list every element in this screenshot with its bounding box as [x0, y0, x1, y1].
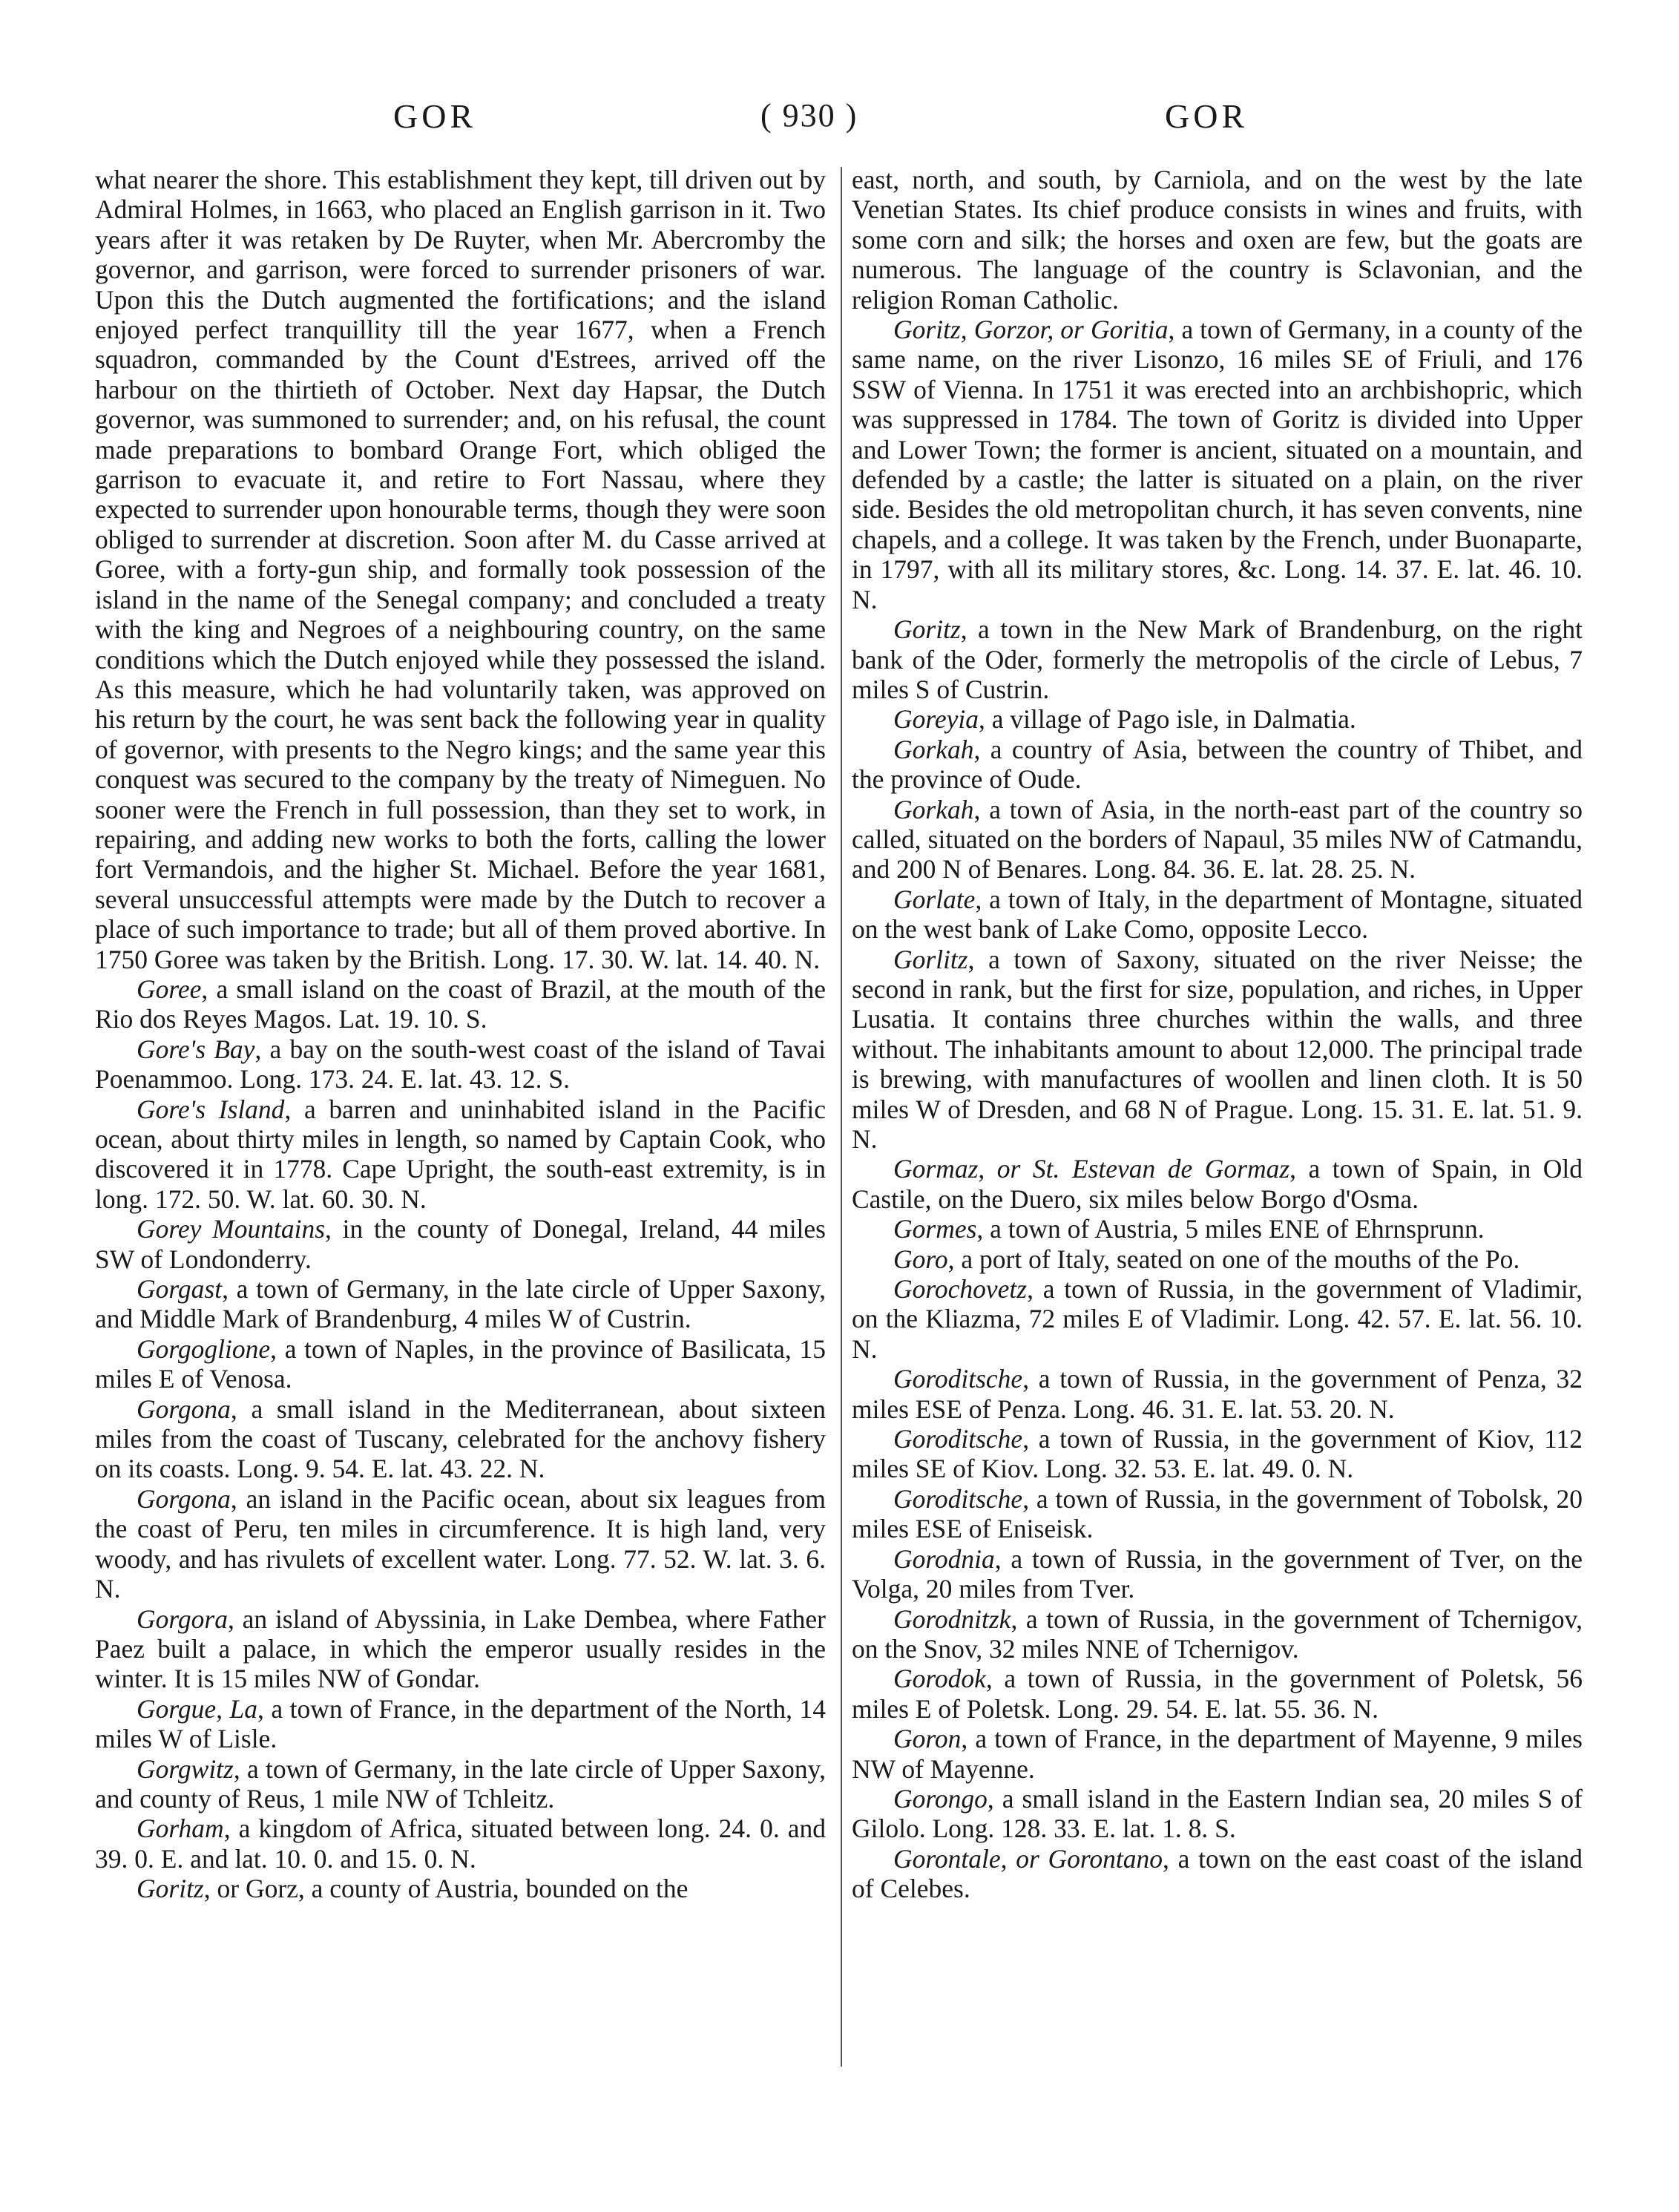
right-column	[852, 165, 1583, 1904]
gazetteer-entry	[852, 795, 1583, 885]
entry-text: , a town of Asia, in the north-east part of the country so called, situated on the borders of Napaul, 35 miles NW of Catmandu, and 200 N of Benares. Long. 84. 36. E. lat. 28. 25. N.	[852, 794, 1583, 885]
entry-text: , a town of France, in the department of Mayenne, 9 miles NW of Mayenne.	[852, 1724, 1583, 1784]
entry-headword: Goritz, Gorzor, or Goritia	[893, 315, 1169, 345]
entry-headword: Gorgwitz	[137, 1753, 234, 1784]
gazetteer-entry	[852, 1664, 1583, 1724]
entry-text: , a kingdom of Africa, situated between long. 24. 0. and 39. 0. E. and lat. 10. 0. and 15. 0. N.	[95, 1814, 826, 1874]
entry-text: , a town of Saxony, situated on the river Neisse; the second in rank, but the first for size, population, and riches, in Upper Lusatia. It contains three churches within the walls, and three without. The inhabitants amount to about 12,000. The principal trade is brewing, with manufactures of woollen and linen cloth. It is 50 miles W of Dresden, and 68 N of Prague. Long. 15. 31. E. lat. 51. 9. N.	[852, 944, 1583, 1154]
entry-text: , an island of Abyssinia, in Lake Dembea, where Father Paez built a palace, in which the emperor usually resides in the winter. It is 15 miles NW of Gondar.	[95, 1604, 826, 1694]
entry-text: , a town of Austria, 5 miles ENE of Ehrnsprunn.	[976, 1214, 1485, 1244]
entry-text: , a town of Russia, in the government of Kiov, 112 miles SE of Kiov. Long. 32. 53. E. lat. 49. 0. N.	[852, 1424, 1583, 1484]
entry-headword: Gormaz, or St. Estevan de Gormaz	[893, 1154, 1290, 1184]
gazetteer-entry	[95, 974, 826, 1034]
gazetteer-entry	[852, 735, 1583, 795]
entry-text: , a town of Germany, in the late circle of Upper Saxony, and county of Reus, 1 mile NW of Tchleitz.	[95, 1753, 826, 1814]
entry-text: , a town of Spain, in Old Castile, on the Duero, six miles below Borgo d'Osma.	[852, 1154, 1583, 1214]
gazetteer-entry	[852, 945, 1583, 1155]
gazetteer-entry	[95, 1814, 826, 1874]
entry-headword: Gorlitz	[893, 944, 968, 974]
gazetteer-entry	[852, 614, 1583, 704]
gazetteer-entry	[95, 1034, 826, 1094]
entry-headword: Gore's Island	[137, 1094, 285, 1124]
entry-headword: Gorodnia	[893, 1543, 995, 1574]
entry-headword: Gorgona	[137, 1483, 231, 1514]
entry-text: , a town of Russia, in the government of Vladimir, on the Kliazma, 72 miles E of Vladimir. Long. 42. 57. E. lat. 56. 10. N.	[852, 1274, 1583, 1364]
column-divider	[841, 167, 842, 2067]
gazetteer-entry	[852, 315, 1583, 614]
gazetteer-entry	[852, 1244, 1583, 1274]
entry-text: , a town of Italy, in the department of Montagne, situated on the west bank of Lake Como, opposite Lecco.	[852, 884, 1583, 945]
gazetteer-entry	[852, 1424, 1583, 1484]
entry-text: , an island in the Pacific ocean, about six leagues from the coast of Peru, ten miles in circumference. It is high land, very woody, and has rivulets of excellent water. Long. 77. 52. W. lat. 3. 6. N.	[95, 1483, 826, 1604]
entry-headword: Goree	[137, 974, 202, 1004]
entry-text: , a town of Naples, in the province of Basilicata, 15 miles E of Venosa.	[95, 1333, 826, 1394]
gazetteer-entry	[95, 1604, 826, 1694]
entry-headword: Gorlate	[893, 884, 976, 914]
gazetteer-entry	[95, 1094, 826, 1215]
entry-text: what nearer the shore. This establishment they kept, till driven out by Admiral Holmes, in 1663, who placed an English garrison in it. Two years after it was retaken by De Ruyter, when Mr. Abercromby the governor, and garrison, were forced to surrender prisoners of war. Upon this the Dutch augmented the fortifications; and the island enjoyed perfect tranquillity till the year 1677, when a French squadron, commanded by the Count d'Estrees, arrived off the harbour on the thirtieth of October. Next day Hapsar, the Dutch governor, was summoned to surrender; and, on his refusal, the count made preparations to bombard Orange Fort, which obliged the garrison to evacuate it, and retire to Fort Nassau, where they expected to surrender upon honourable terms, though they were soon obliged to surrender at discretion. Soon after M. du Casse arrived at Goree, with a forty-gun ship, and formally took possession of the island in the name of the Senegal company; and concluded a treaty with the king and Negroes of a neighbouring country, on the same conditions which the Dutch enjoyed while they possessed the island. As this measure, which he had voluntarily taken, was approved on his return by the court, he was sent back the following year in quality of governor, with presents to the Negro kings; and the same year this conquest was secured to the company by the treaty of Nimeguen. No sooner were the French in full possession, than they set to work, in repairing, and adding new works to both the forts, calling the lower fort Vermandois, and the higher St. Michael. Before the year 1681, several unsuccessful attempts were made by the Dutch to recover a place of such importance to trade; but all of them proved abortive. In 1750 Goree was taken by the British. Long. 17. 30. W. lat. 14. 40. N.	[95, 165, 826, 974]
entry-text: , a small island on the coast of Brazil, at the mouth of the Rio dos Reyes Magos. Lat. 19. 10. S.	[95, 974, 826, 1034]
entry-text: , a country of Asia, between the country of Thibet, and the province of Oude.	[852, 734, 1583, 795]
gazetteer-entry	[852, 1364, 1583, 1424]
entry-headword: Gorey Mountains	[137, 1214, 326, 1244]
entry-headword: Gorochovetz	[893, 1274, 1028, 1304]
page-number: ( 930 )	[760, 97, 858, 134]
gazetteer-entry	[852, 1484, 1583, 1544]
gazetteer-entry	[852, 1274, 1583, 1364]
gazetteer-entry	[852, 1784, 1583, 1844]
entry-text: , a town in the New Mark of Brandenburg, on the right bank of the Oder, formerly the metropolis of the circle of Lebus, 7 miles S of Custrin.	[852, 614, 1583, 704]
entry-text: , a town of Russia, in the government of Poletsk, 56 miles E of Poletsk. Long. 29. 54. E. lat. 55. 36. N.	[852, 1664, 1583, 1724]
gazetteer-entry	[852, 1604, 1583, 1664]
entry-headword: Gormes	[893, 1214, 977, 1244]
entry-headword: Gorgast	[137, 1274, 223, 1304]
gazetteer-entry	[95, 1754, 826, 1814]
entry-headword: Gorongo	[893, 1783, 988, 1814]
gazetteer-entry	[95, 1214, 826, 1274]
running-head-right: GOR	[1165, 97, 1249, 135]
entry-text: , a town of Germany, in a county of the same name, on the river Lisonzo, 16 miles SE of Friuli, and 176 SSW of Vienna. In 1751 it was erected into an archbishopric, which was suppressed in 1784. The town of Goritz is divided into Upper and Lower Town; the former is ancient, situated on a mountain, and defended by a castle; the latter is situated on a plain, on the river side. Besides the old metropolitan church, it has seven convents, nine chapels, and a college. It was taken by the French, under Buonaparte, in 1797, with all its military stores, &c. Long. 14. 37. E. lat. 46. 10. N.	[852, 315, 1583, 614]
entry-text: , a town of France, in the department of the North, 14 miles W of Lisle.	[95, 1693, 826, 1754]
gazetteer-entry	[852, 704, 1583, 734]
entry-headword: Gorgora	[137, 1604, 228, 1634]
entry-text: east, north, and south, by Carniola, and on the west by the late Venetian States. Its chief produce consists in wines and fruits, with some corn and silk; the horses and oxen are few, but the goats are numerous. The language of the country is Sclavonian, and the religion Roman Catholic.	[852, 165, 1583, 315]
gazetteer-entry	[95, 1274, 826, 1334]
entry-text: , a bay on the south-west coast of the island of Tavai Poenammoo. Long. 173. 24. E. lat. 43. 12. S.	[95, 1034, 826, 1094]
entry-text: , a village of Pago isle, in Dalmatia.	[979, 704, 1356, 735]
entry-text: , a small island in the Mediterranean, about sixteen miles from the coast of Tuscany, celebrated for the anchovy fishery on its coasts. Long. 9. 54. E. lat. 43. 22. N.	[95, 1394, 826, 1484]
gazetteer-entry	[852, 885, 1583, 945]
entry-text: , in the county of Donegal, Ireland, 44 miles SW of Londonderry.	[95, 1214, 826, 1274]
entry-headword: Gorgoglione	[137, 1333, 271, 1364]
entry-headword: Goritz	[893, 614, 961, 645]
page-header	[96, 96, 1588, 141]
entry-headword: Gore's Bay	[137, 1034, 255, 1064]
entry-text: , a town of Russia, in the government of Tchernigov, on the Snov, 32 miles NNE of Tchernigov.	[852, 1604, 1583, 1664]
entry-text: , a town on the east coast of the island of Celebes.	[852, 1843, 1583, 1904]
entry-headword: Gorgue, La	[137, 1693, 258, 1724]
entry-headword: Gorgona	[137, 1394, 231, 1424]
gazetteer-entry	[95, 1334, 826, 1394]
entry-headword: Gorontale, or Gorontano	[893, 1843, 1163, 1874]
gazetteer-entry	[852, 1544, 1583, 1604]
entry-text: , a port of Italy, seated on one of the mouths of the Po.	[947, 1244, 1520, 1274]
entry-headword: Goroditsche	[893, 1424, 1023, 1454]
gazetteer-entry	[95, 1694, 826, 1754]
entry-text: , or Gorz, a county of Austria, bounded on the	[203, 1874, 689, 1904]
gazetteer-entry	[95, 1874, 826, 1903]
entry-headword: Gorham	[137, 1814, 224, 1844]
entry-text: , a town of Germany, in the late circle of Upper Saxony, and Middle Mark of Brandenburg, 4 miles W of Custrin.	[95, 1274, 826, 1334]
entry-text: , a barren and uninhabited island in the Pacific ocean, about thirty miles in length, so named by Captain Cook, who discovered it in 1778. Cape Upright, the south-east extremity, is in long. 172. 50. W. lat. 60. 30. N.	[95, 1094, 826, 1214]
entry-headword: Goron	[893, 1724, 962, 1754]
entry-headword: Gorkah	[893, 734, 974, 764]
entry-headword: Goroditsche	[893, 1483, 1023, 1514]
entry-headword: Gorkah	[893, 794, 974, 824]
gazetteer-entry	[852, 1844, 1583, 1904]
entry-text: , a small island in the Eastern Indian sea, 20 miles S of Gilolo. Long. 128. 33. E. lat. 1. 8. S.	[852, 1783, 1583, 1844]
gazetteer-entry	[95, 165, 826, 974]
entry-headword: Gorodnitzk	[893, 1604, 1011, 1634]
entry-headword: Goroditsche	[893, 1364, 1023, 1394]
entry-text: , a town of Russia, in the government of Penza, 32 miles ESE of Penza. Long. 46. 31. E. lat. 53. 20. N.	[852, 1364, 1583, 1424]
left-column	[95, 165, 826, 1904]
running-head-left: GOR	[393, 97, 477, 135]
gazetteer-entry	[852, 1214, 1583, 1244]
gazetteer-entry	[95, 1484, 826, 1604]
entry-headword: Gorodok	[893, 1664, 986, 1694]
entry-text: , a town of Russia, in the government of Tver, on the Volga, 20 miles from Tver.	[852, 1543, 1583, 1604]
gazetteer-entry	[852, 165, 1583, 315]
gazetteer-entry	[95, 1394, 826, 1484]
gazetteer-entry	[852, 1154, 1583, 1214]
gazetteer-entry	[852, 1724, 1583, 1784]
entry-headword: Goritz	[137, 1874, 204, 1904]
entry-headword: Goro	[893, 1244, 948, 1274]
entry-headword: Goreyia	[893, 704, 979, 735]
entry-text: , a town of Russia, in the government of Tobolsk, 20 miles ESE of Eniseisk.	[852, 1483, 1583, 1544]
